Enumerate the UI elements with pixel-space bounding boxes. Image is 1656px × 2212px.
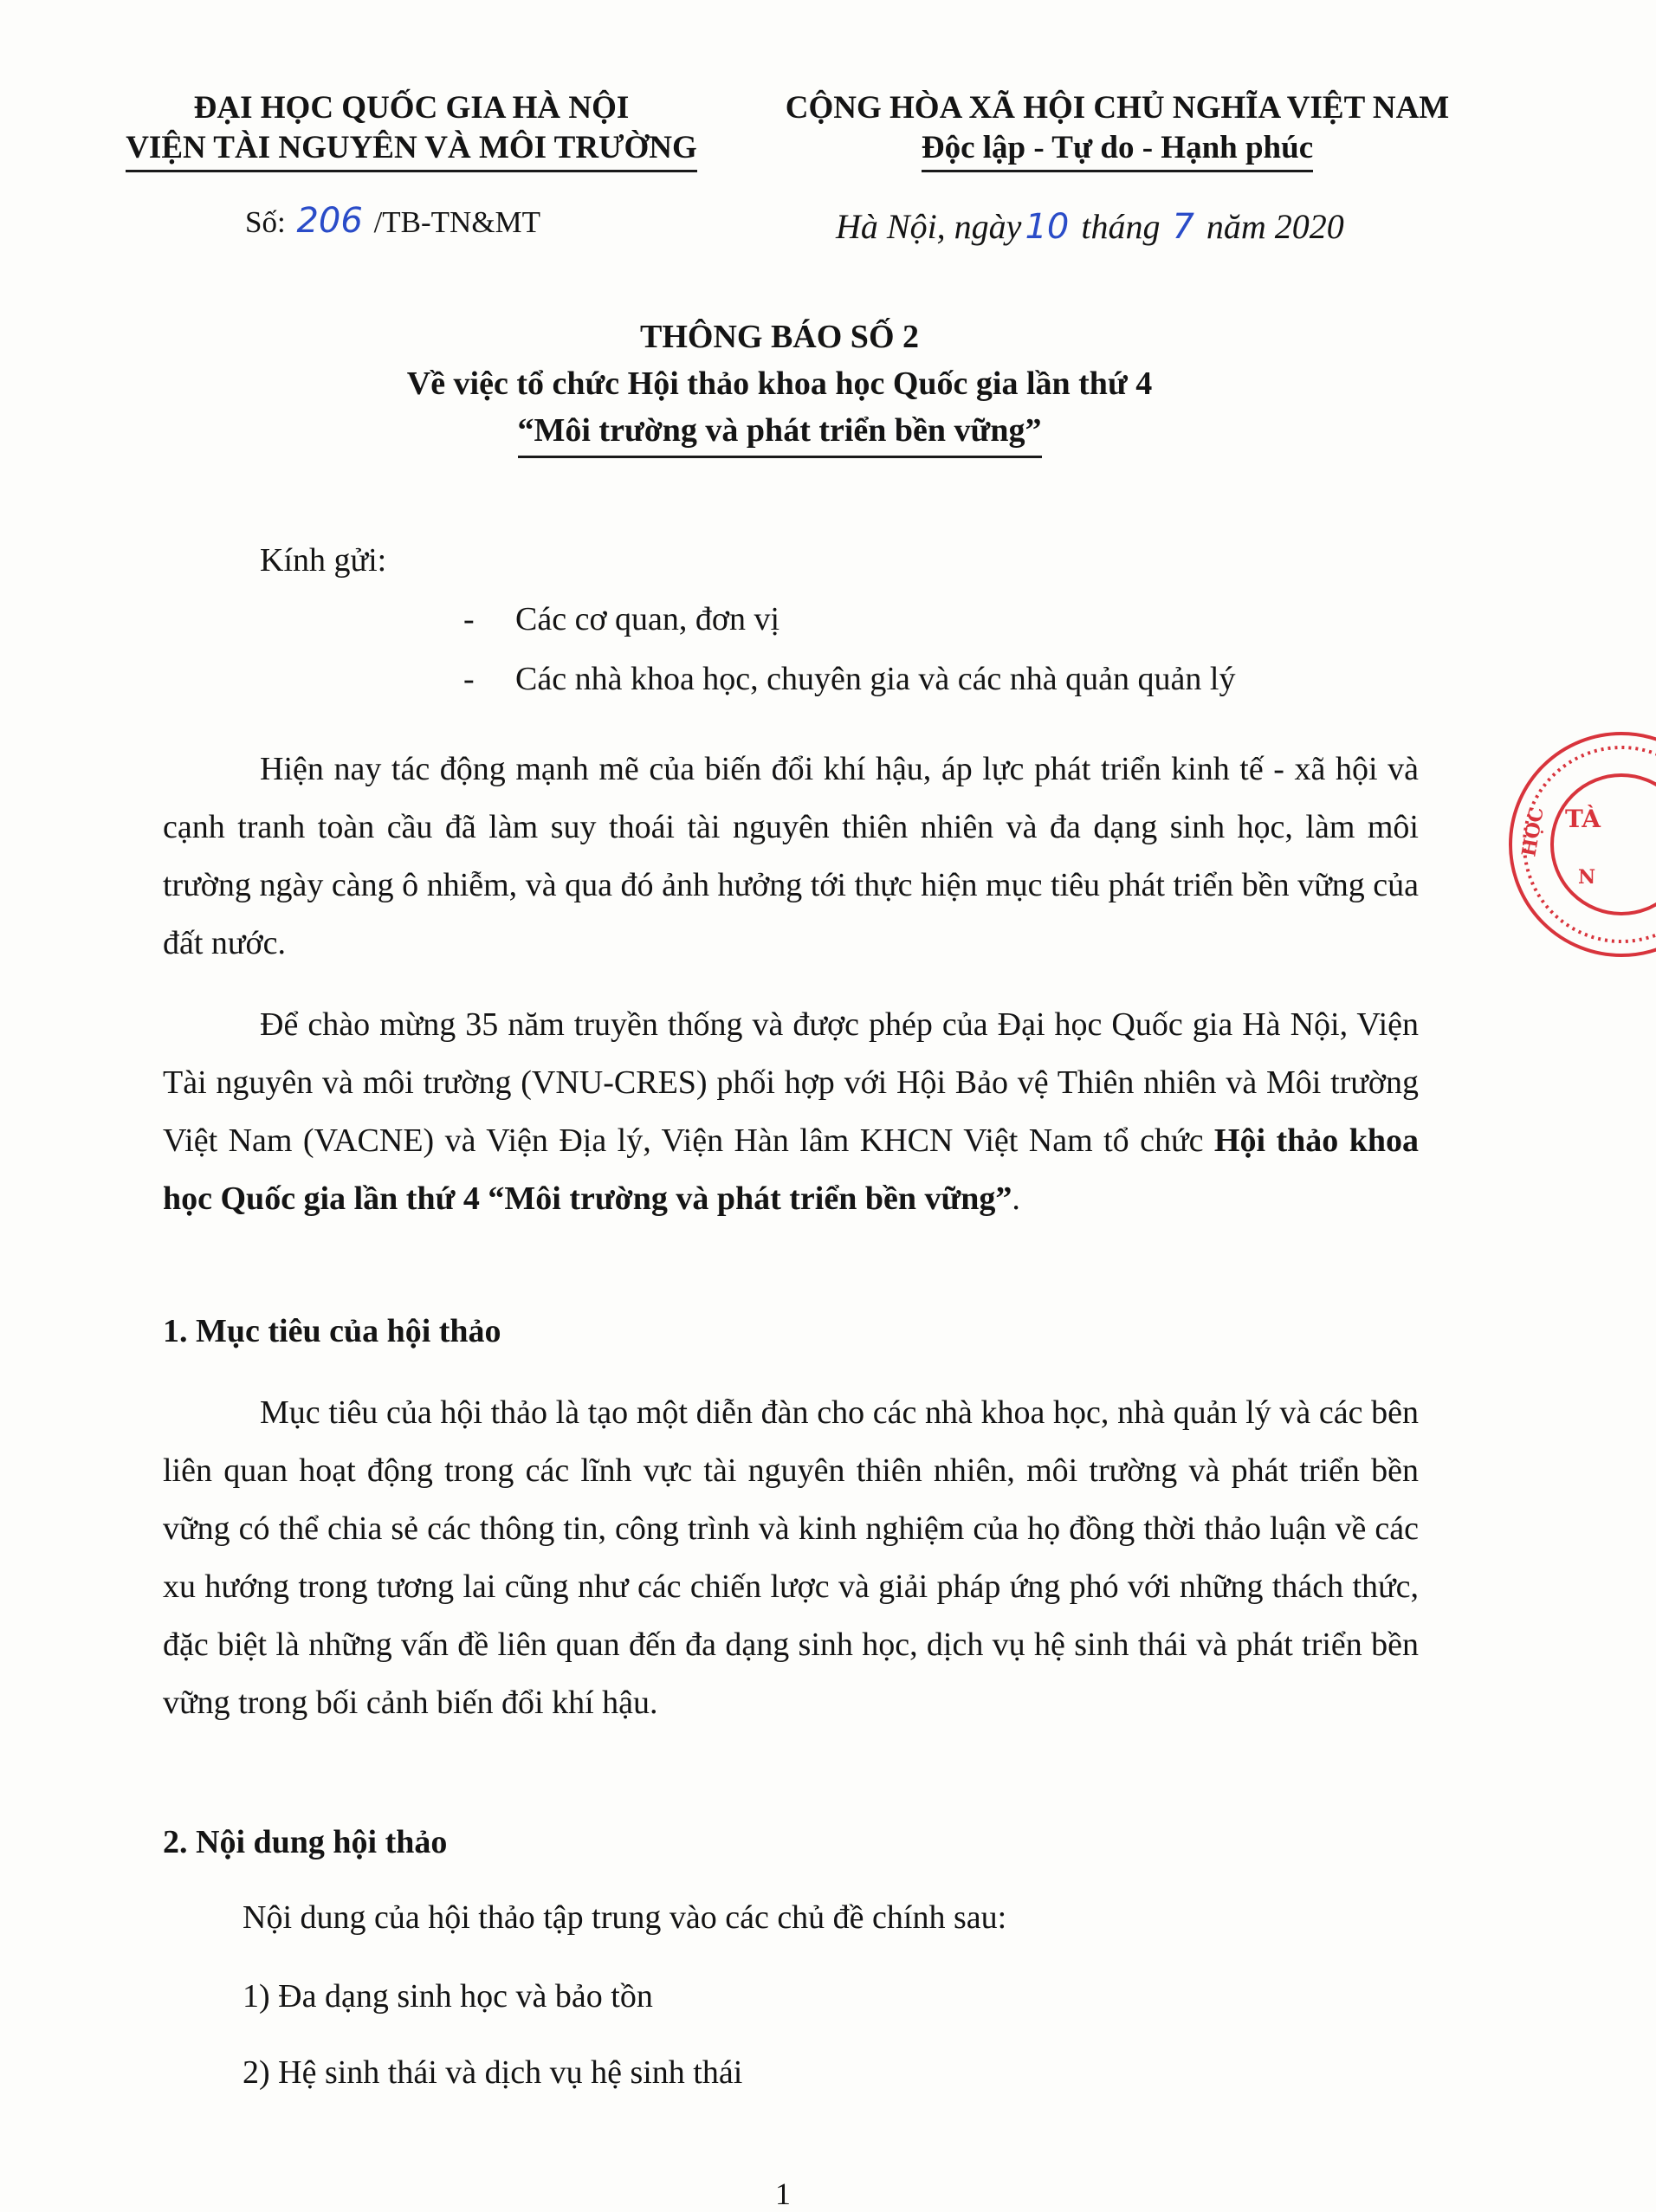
section2-intro: Nội dung của hội thảo tập trung vào các chủ đề chính sau: xyxy=(243,1899,1007,1936)
document-number-suffix: /TB-TN&MT xyxy=(373,205,541,239)
organization-paragraph xyxy=(163,996,1419,1228)
issuer-institute: VIỆN TÀI NGUYÊN VÀ MÔI TRƯỜNG xyxy=(126,128,697,172)
section2-heading: 2. Nội dung hội thảo xyxy=(163,1824,448,1860)
notice-subject: Về việc tổ chức Hội thảo khoa học Quốc gia lần thứ 4 xyxy=(406,365,1153,402)
recipient-item xyxy=(463,660,1235,698)
section1-paragraph xyxy=(163,1384,1419,1732)
notice-title-block xyxy=(130,314,1429,458)
document-number-label: Số: xyxy=(245,205,286,239)
date-month-label: tháng xyxy=(1081,207,1161,246)
issuer-university: ĐẠI HỌC QUỐC GIA HÀ NỘI xyxy=(193,90,630,126)
document-number-handwritten: 206 xyxy=(296,201,363,241)
recipient-text: Các nhà khoa học, chuyên gia và các nhà quản quản lý xyxy=(515,661,1236,697)
national-motto: Độc lập - Tự do - Hạnh phúc xyxy=(922,128,1313,172)
date-month-handwritten: 7 xyxy=(1172,207,1194,247)
date-year: năm 2020 xyxy=(1206,207,1344,246)
seal-text-fragment: TÀ xyxy=(1565,805,1601,833)
topic-list-item: 1) Đa dạng sinh học và bảo tồn xyxy=(243,1978,653,2015)
document-date xyxy=(836,206,1344,247)
topic-list-item: 2) Hệ sinh thái và dịch vụ hệ sinh thái xyxy=(243,2054,743,2091)
national-header xyxy=(762,88,1472,172)
national-title: CỘNG HÒA XÃ HỘI CHỦ NGHĨA VIỆT NAM xyxy=(785,90,1450,126)
issuer-header xyxy=(113,88,710,172)
intro-text: Hiện nay tác động mạnh mẽ của biến đổi khí hậu, áp lực phát triển kinh tế - xã hội và cạnh tranh toàn cầu đã làm suy thoái tài nguyên thiên nhiên và đa dạng sinh học, làm môi trường ngày càng ô nhiễm, và qua đó ảnh hưởng tới thực hiện mục tiêu phát triển bền vững của đất nước. xyxy=(163,751,1419,961)
recipient-dash: - xyxy=(463,661,475,697)
document-number xyxy=(245,201,540,241)
recipients-label: Kính gửi: xyxy=(260,542,387,579)
seal-text-fragment: N xyxy=(1578,866,1596,889)
section1-text: Mục tiêu của hội thảo là tạo một diễn đàn cho các nhà khoa học, nhà quản lý và các bên liên quan hoạt động trong các lĩnh vực tài nguyên thiên nhiên, môi trường và phát triển bền vững có thể chia sẻ các thông tin, công trình và kinh nghiệm của họ đồng thời thảo luận về các xu hướng trong tương lai cũng như các chiến lược và giải pháp ứng phó với những thách thức, đặc biệt là những vấn đề liên quan đến đa dạng sinh học, dịch vụ hệ sinh thái và phát triển bền vững trong bối cảnh biến đổi khí hậu. xyxy=(163,1394,1419,1721)
intro-paragraph xyxy=(163,741,1419,973)
conference-bold-name: Hội thảo khoa học Quốc gia lần thứ 4 “Môi trường và phát triển bền vững” xyxy=(163,1122,1420,1217)
date-prefix: Hà Nội, ngày xyxy=(836,207,1022,246)
notice-title: THÔNG BÁO SỐ 2 xyxy=(640,319,919,355)
seal-text-fragment: HỌC xyxy=(1517,805,1549,859)
recipient-text: Các cơ quan, đơn vị xyxy=(515,601,780,637)
conference-name: “Môi trường và phát triển bền vững” xyxy=(518,407,1042,458)
date-day-handwritten: 10 xyxy=(1025,207,1070,247)
organization-end: . xyxy=(1012,1180,1020,1217)
organization-text: Để chào mừng 35 năm truyền thống và được phép của Đại học Quốc gia Hà Nội, Viện Tài nguyên và môi trường (VNU-CRES) phối hợp với Hội Bảo vệ Thiên nhiên và Môi trường Việt Nam (VACNE) và Viện Địa lý, Viện Hàn lâm KHCN Việt Nam tổ chức xyxy=(163,1006,1419,1159)
section1-heading: 1. Mục tiêu của hội thảo xyxy=(163,1313,501,1349)
recipient-item xyxy=(463,600,779,638)
recipient-dash: - xyxy=(463,601,475,637)
page-number: 1 xyxy=(775,2176,791,2211)
official-seal-stamp xyxy=(1491,706,1656,983)
